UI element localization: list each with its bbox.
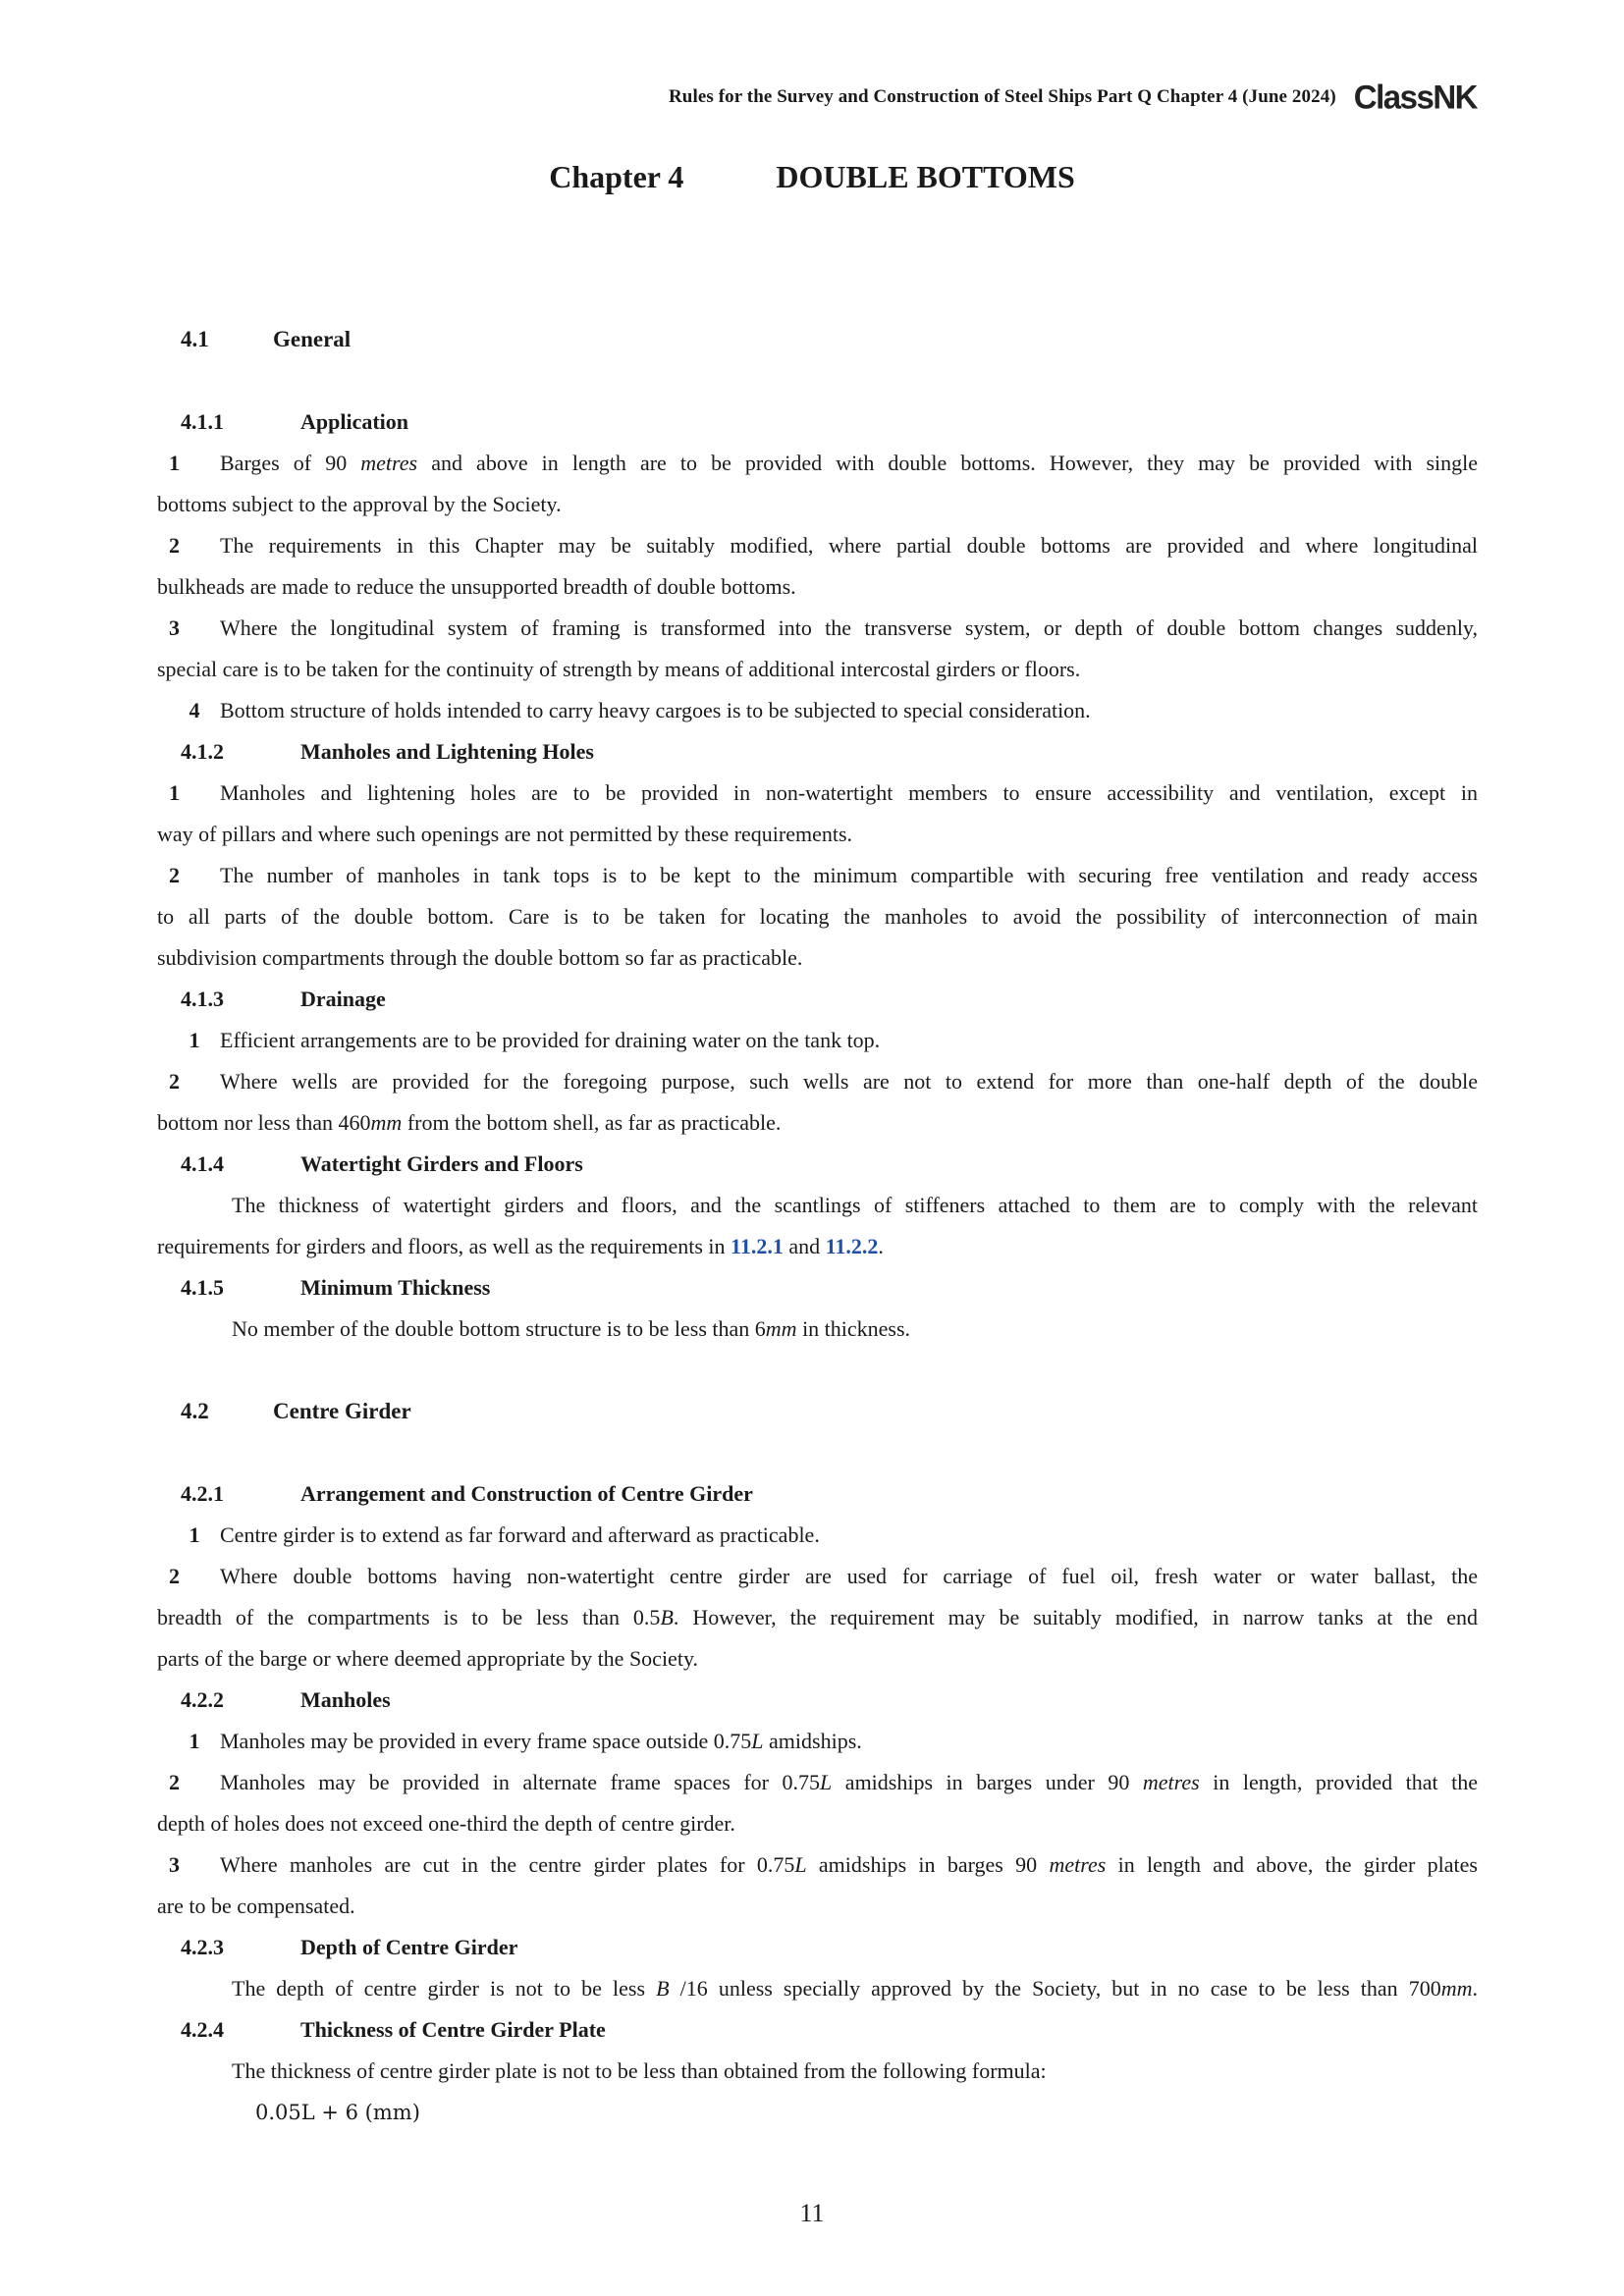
- paragraph-continuation: depth of holes does not exceed one-third the depth of centre girder.: [157, 1811, 735, 1836]
- subsection-heading: 4.2.1 Arrangement and Construction of Centre Girder: [181, 1481, 753, 1506]
- subsection-heading: 4.1.5 Minimum Thickness: [181, 1275, 491, 1300]
- paragraph-number: 3: [169, 1852, 180, 1877]
- paragraph-continuation: requirements for girders and floors, as well as the requirements in 11.2.1 and 11.2.2.: [157, 1234, 884, 1258]
- paragraph-number: 2: [169, 1770, 180, 1794]
- paragraph-number: 2: [169, 533, 180, 558]
- paragraph: 4 Bottom structure of holds intended to carry heavy cargoes is to be subjected to special consideration.: [157, 690, 1478, 731]
- paragraph-continuation: bottom nor less than 460mm from the bottom shell, as far as practicable.: [157, 1110, 782, 1135]
- paragraph: 1 Manholes and lightening holes are to be provided in non-watertight members to ensure accessibility and ventilation, except in: [157, 773, 1478, 814]
- paragraph: The thickness of watertight girders and floors, and the scantlings of stiffeners attached to them are to comply with the relevant: [232, 1193, 1478, 1217]
- paragraph-continuation: subdivision compartments through the double bottom so far as practicable.: [157, 945, 803, 970]
- paragraph: The thickness of centre girder plate is not to be less than obtained from the following formula:: [232, 2058, 1047, 2083]
- paragraph-number: 1: [169, 780, 180, 805]
- paragraph: 1 Centre girder is to extend as far forward and afterward as practicable.: [157, 1515, 1478, 1556]
- paragraph: 2 Where wells are provided for the foregoing purpose, such wells are not to extend for more than one-half depth of the double: [157, 1061, 1478, 1102]
- paragraph: The depth of centre girder is not to be less B /16 unless specially approved by the Society, but in no case to be less than 700mm.: [232, 1976, 1478, 2001]
- paragraph-continuation: special care is to be taken for the continuity of strength by means of additional intercostal girders or floors.: [157, 657, 1081, 681]
- paragraph: No member of the double bottom structure is to be less than 6mm in thickness.: [232, 1316, 911, 1341]
- paragraph-number: 3: [169, 615, 180, 640]
- paragraph: 1 Efficient arrangements are to be provided for draining water on the tank top.: [157, 1020, 1478, 1061]
- paragraph-continuation: parts of the barge or where deemed appropriate by the Society.: [157, 1646, 699, 1671]
- document-body: [157, 319, 1478, 2133]
- subsection-heading: 4.1.4 Watertight Girders and Floors: [181, 1151, 583, 1176]
- paragraph: 2 Manholes may be provided in alternate frame spaces for 0.75L amidships in barges under 90 metres in length, provided that the: [157, 1762, 1478, 1803]
- paragraph-number: 1: [189, 1522, 200, 1547]
- formula: 0.05L + 6 (mm): [255, 2101, 420, 2124]
- paragraph-continuation: bulkheads are made to reduce the unsupported breadth of double bottoms.: [157, 574, 796, 599]
- paragraph-continuation: to all parts of the double bottom. Care is to be taken for locating the manholes to avoid the possibility of interconnection of main: [157, 904, 1478, 929]
- paragraph: 1 Barges of 90 metres and above in length are to be provided with double bottoms. However, they may be provided with single: [157, 443, 1478, 484]
- paragraph-number: 1: [189, 1729, 200, 1753]
- section-heading: 4.1 General: [181, 327, 352, 351]
- subsection-heading: 4.1.2 Manholes and Lightening Holes: [181, 739, 594, 764]
- paragraph: 3 Where the longitudinal system of framing is transformed into the transverse system, or depth of double bottom changes suddenly,: [157, 608, 1478, 649]
- paragraph: 2 Where double bottoms having non-watertight centre girder are used for carriage of fuel oil, fresh water or water ballast, the: [157, 1556, 1478, 1597]
- subsection-heading: 4.2.3 Depth of Centre Girder: [181, 1935, 518, 1959]
- chapter-number: Chapter 4: [549, 159, 684, 194]
- paragraph: 2 The requirements in this Chapter may be suitably modified, where partial double bottoms are provided and where longitudinal: [157, 525, 1478, 566]
- paragraph-number: 2: [169, 1069, 180, 1094]
- paragraph-number: 1: [189, 1028, 200, 1052]
- chapter-name: DOUBLE BOTTOMS: [776, 159, 1075, 194]
- subsection-heading: 4.2.2 Manholes: [181, 1687, 391, 1712]
- subsection-heading: 4.1.1 Application: [181, 409, 409, 434]
- paragraph: 1 Manholes may be provided in every frame space outside 0.75L amidships.: [157, 1721, 1478, 1762]
- paragraph-number: 2: [169, 1564, 180, 1588]
- link-11-2-1[interactable]: 11.2.1: [731, 1234, 784, 1258]
- paragraph-continuation: way of pillars and where such openings are not permitted by these requirements.: [157, 822, 853, 846]
- paragraph-number: 1: [169, 451, 180, 475]
- link-11-2-2[interactable]: 11.2.2: [825, 1234, 879, 1258]
- paragraph-number: 2: [169, 863, 180, 887]
- section-heading: 4.2 Centre Girder: [181, 1399, 411, 1423]
- paragraph-continuation: breadth of the compartments is to be less than 0.5B. However, the requirement may be suitably modified, in narrow tanks at the end: [157, 1605, 1478, 1629]
- subsection-heading: 4.2.4 Thickness of Centre Girder Plate: [181, 2017, 606, 2042]
- subsection-heading: 4.1.3 Drainage: [181, 987, 386, 1011]
- page-number: 11: [799, 2199, 825, 2227]
- paragraph-continuation: are to be compensated.: [157, 1894, 355, 1918]
- chapter-title: [0, 159, 1624, 195]
- classnk-logo: ClassNK: [1353, 78, 1477, 116]
- running-title: Rules for the Survey and Construction of Steel Ships Part Q Chapter 4 (June 2024): [668, 86, 1336, 107]
- running-header: [669, 79, 1477, 116]
- paragraph: 3 Where manholes are cut in the centre girder plates for 0.75L amidships in barges 90 metres in length and above, the girder plates: [157, 1844, 1478, 1886]
- paragraph-continuation: bottoms subject to the approval by the Society.: [157, 492, 562, 516]
- paragraph: 2 The number of manholes in tank tops is to be kept to the minimum compartible with securing free ventilation and ready access: [157, 855, 1478, 896]
- paragraph-number: 4: [189, 698, 200, 722]
